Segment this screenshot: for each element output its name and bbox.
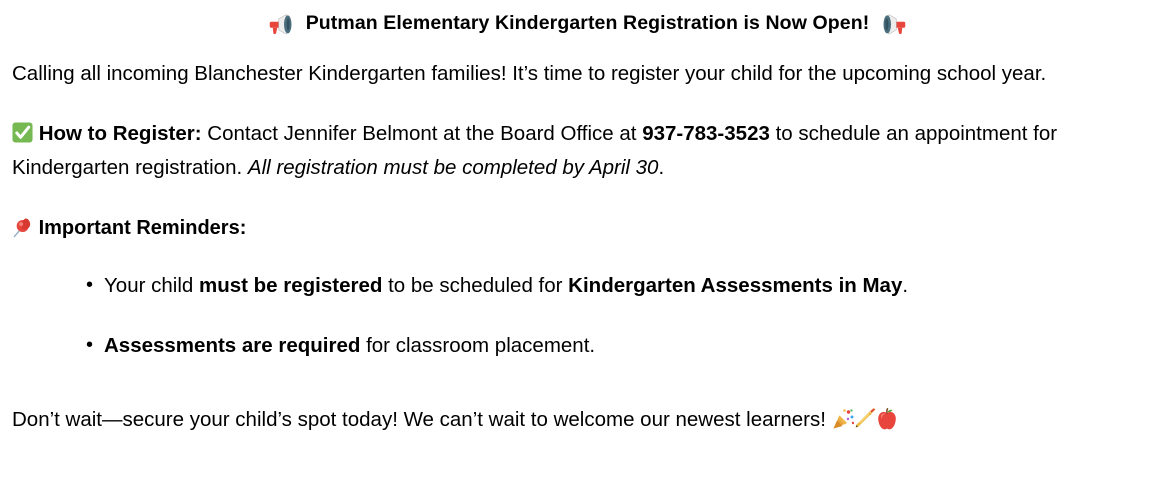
megaphone-icon <box>269 13 293 35</box>
reminders-list <box>12 271 1163 361</box>
reminder-1-bold-1: must be registered <box>198 274 383 298</box>
list-item <box>12 331 1163 361</box>
page-title-text: Putman Elementary Kindergarten Registration is Now Open! <box>305 12 870 34</box>
reminder-1-bold-2: Kindergarten Assessments in May <box>568 274 903 298</box>
closing-text: Don’t wait—secure your child’s spot today! We can’t wait to welcome our newest learners! <box>12 408 832 432</box>
party-popper-icon <box>832 407 854 429</box>
phone-number: 937-783-3523 <box>642 122 770 146</box>
reminder-1-middle: to be scheduled for <box>382 274 569 298</box>
reminder-2-middle: for classroom placement. <box>360 334 596 358</box>
register-text-before-phone: Contact Jennifer Belmont at the Board Office at <box>201 122 643 146</box>
register-text-after-phone: to schedule an appointment for Kindergarten registration. <box>12 122 1058 180</box>
check-mark-button-icon <box>12 120 33 141</box>
registration-paragraph <box>12 91 1163 185</box>
reminder-1-suffix: . <box>902 274 909 298</box>
list-item <box>12 271 1163 301</box>
megaphone-icon-flipped <box>882 13 906 35</box>
page-title <box>12 0 1163 35</box>
registration-deadline: All registration must be completed by April 30 <box>247 156 659 180</box>
reminders-heading <box>12 185 1163 245</box>
register-label: How to Register: <box>38 122 202 146</box>
intro-paragraph: Calling all incoming Blanchester Kindergarten families! It’s time to register your child for the upcoming school year. <box>12 62 1047 86</box>
pencil-icon <box>854 406 877 427</box>
reminder-2-bold-1: Assessments are required <box>104 334 361 358</box>
closing-paragraph <box>12 361 1163 437</box>
red-apple-icon <box>877 407 897 429</box>
reminder-1-prefix: Your child <box>104 274 199 298</box>
reminders-heading-label: Important Reminders: <box>38 217 247 240</box>
register-period: . <box>658 156 665 180</box>
pushpin-icon <box>12 215 33 237</box>
